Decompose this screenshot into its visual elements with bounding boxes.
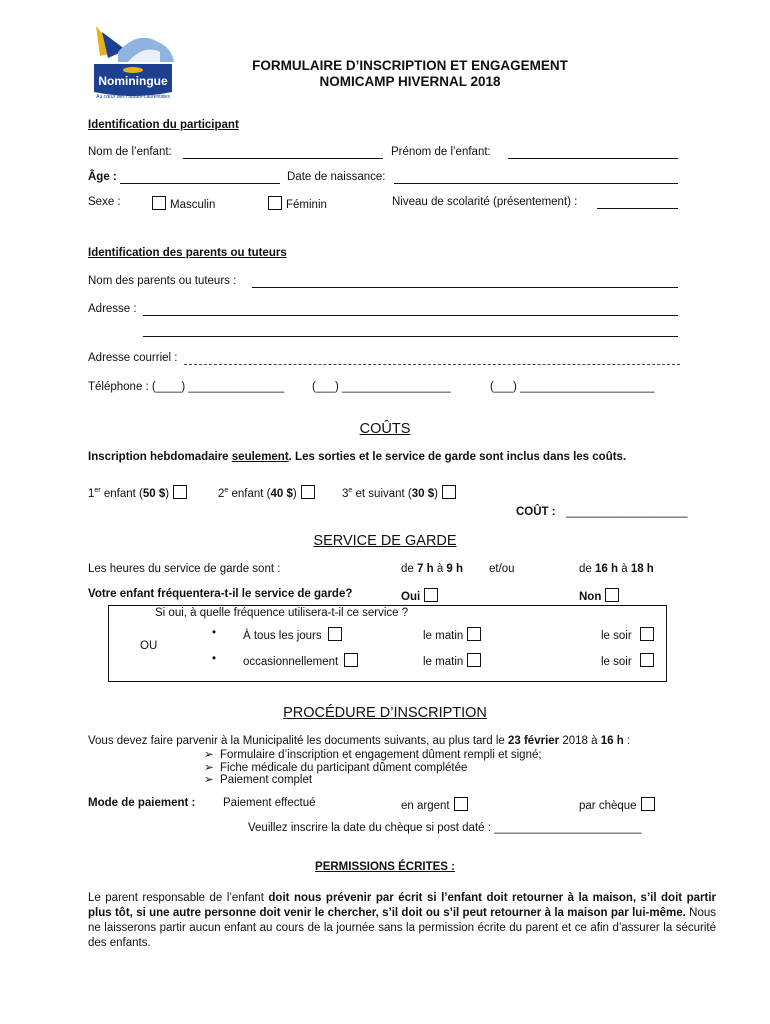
telephone-2[interactable]: (___) _________________ <box>312 381 451 393</box>
couts-note <box>88 451 626 463</box>
permissions-heading: PERMISSIONS ÉCRITES : <box>315 861 455 873</box>
bullet-dot: • <box>212 627 217 639</box>
courriel-label: Adresse courriel : <box>88 352 178 364</box>
cout-label: COÛT : <box>516 506 556 518</box>
couts-note-part1: Inscription hebdomadaire <box>88 451 232 463</box>
masculin-checkbox[interactable] <box>152 196 166 210</box>
matin-checkbox-2[interactable] <box>467 653 481 667</box>
telephone-1[interactable]: Téléphone : (____) _______________ <box>88 381 285 393</box>
scolarite-label: Niveau de scolarité (présentement) : <box>392 196 578 208</box>
tous-les-jours-checkbox[interactable] <box>328 627 342 641</box>
soir-label-1: le soir <box>601 630 632 642</box>
oui-checkbox[interactable] <box>424 588 438 602</box>
garde-heading: SERVICE DE GARDE <box>313 533 457 549</box>
doc-item-1: ➢ Formulaire d’inscription et engagement dûment rempli et signé; <box>204 749 542 761</box>
courriel-field[interactable] <box>184 364 680 365</box>
age-label: Âge : <box>88 171 117 183</box>
arrow-bullet-icon: ➢ <box>204 762 214 774</box>
prenom-enfant-field[interactable] <box>508 158 678 159</box>
heures-label: Les heures du service de garde sont : <box>88 563 281 575</box>
ou-label: OU <box>140 640 158 652</box>
occasionnellement-label: occasionnellement <box>243 656 339 668</box>
soir-checkbox-2[interactable] <box>640 653 654 667</box>
tous-les-jours-label: À tous les jours <box>243 630 322 642</box>
scolarite-field[interactable] <box>597 208 678 209</box>
cheque-date-field[interactable]: Veuillez inscrire la date du chèque si post daté : _______________________ <box>248 822 642 834</box>
oui-label: Oui <box>401 591 421 603</box>
logo-brand: Nominingue <box>98 74 168 88</box>
age-field[interactable] <box>120 183 280 184</box>
option-1er-checkbox[interactable] <box>173 485 187 499</box>
feminin-checkbox[interactable] <box>268 196 282 210</box>
bullet-dot: • <box>212 653 217 665</box>
doc-item-2: ➢ Fiche médicale du participant dûment complétée <box>204 762 468 774</box>
feminin-label: Féminin <box>286 199 327 211</box>
paiement-label: Mode de paiement : <box>88 797 196 809</box>
logo-tagline: Au cœur des Hautes-Laurentides <box>96 94 170 100</box>
title-line-2: NOMICAMP HIVERNAL 2018 <box>319 74 501 89</box>
soir-checkbox-1[interactable] <box>640 627 654 641</box>
par-cheque-label: par chèque <box>579 800 637 812</box>
couts-note-seulement: seulement <box>231 451 289 463</box>
non-checkbox[interactable] <box>605 588 619 602</box>
form-title <box>210 58 610 90</box>
matin-checkbox-1[interactable] <box>467 627 481 641</box>
adresse-field-1[interactable] <box>143 315 678 316</box>
option-3e-enfant: 3e et suivant (30 $) <box>342 485 456 500</box>
option-2e-enfant: 2e enfant (40 $) <box>218 485 315 500</box>
paiement-effectue: Paiement effectué <box>223 797 316 809</box>
nom-enfant-field[interactable] <box>183 158 383 159</box>
nom-enfant-label: Nom de l’enfant: <box>88 146 172 158</box>
logo-artwork <box>88 22 178 104</box>
telephone-3[interactable]: (___) _____________________ <box>490 381 655 393</box>
permissions-text: Le parent responsable de l’enfant doit nous prévenir par écrit si l’enfant doit retourner à la maison, s’il doit partir plus tôt, si une autre personne doit venir le chercher, s’il doit ou s’il peut retourner à la maison par lui-même. Nous ne laisserons partir aucun enfant au cours de la journée sans la permission écrite du parent et ce afin d’assurer la sécurité des enfants. <box>88 892 716 949</box>
frequence-question: Si oui, à quelle fréquence utilisera-t-il ce service ? <box>155 607 409 619</box>
cout-field[interactable]: ___________________ <box>566 506 688 518</box>
en-argent-label: en argent <box>401 800 450 812</box>
adresse-field-2[interactable] <box>143 336 678 337</box>
garde-question: Votre enfant fréquentera-t-il le service de garde? <box>88 588 353 600</box>
couts-note-part2: . Les sorties et le service de garde sont inclus dans les coûts. <box>288 451 627 463</box>
adresse-label: Adresse : <box>88 303 137 315</box>
title-line-1: FORMULAIRE D’INSCRIPTION ET ENGAGEMENT <box>252 58 568 73</box>
prenom-enfant-label: Prénom de l’enfant: <box>391 146 491 158</box>
occasionnellement-checkbox[interactable] <box>344 653 358 667</box>
couts-heading: COÛTS <box>359 421 411 437</box>
arrow-bullet-icon: ➢ <box>204 774 214 786</box>
matin-label-1: le matin <box>423 630 464 642</box>
masculin-label: Masculin <box>170 199 216 211</box>
nominingue-logo <box>88 22 178 104</box>
heures-etou: et/ou <box>489 563 515 575</box>
doc-item-3: ➢ Paiement complet <box>204 774 313 786</box>
date-naissance-label: Date de naissance: <box>287 171 386 183</box>
procedure-intro: Vous devez faire parvenir à la Municipalité les documents suivants, au plus tard le 23 février 2018 à 16 h : <box>88 735 631 747</box>
option-3e-checkbox[interactable] <box>442 485 456 499</box>
option-1er-enfant: 1er enfant (50 $) <box>88 485 187 500</box>
par-cheque-checkbox[interactable] <box>641 797 655 811</box>
en-argent-checkbox[interactable] <box>454 797 468 811</box>
noms-parents-field[interactable] <box>252 287 678 288</box>
sexe-label: Sexe : <box>88 196 121 208</box>
procedure-heading: PROCÉDURE D’INSCRIPTION <box>283 705 487 721</box>
option-2e-checkbox[interactable] <box>301 485 315 499</box>
matin-label-2: le matin <box>423 656 464 668</box>
heures-matin: de 7 h à 9 h <box>401 563 464 575</box>
parents-heading: Identification des parents ou tuteurs <box>88 247 287 259</box>
noms-parents-label: Nom des parents ou tuteurs : <box>88 275 237 287</box>
participant-heading: Identification du participant <box>88 119 239 131</box>
soir-label-2: le soir <box>601 656 632 668</box>
non-label: Non <box>579 591 602 603</box>
arrow-bullet-icon: ➢ <box>204 749 214 761</box>
heures-soir: de 16 h à 18 h <box>579 563 654 575</box>
date-naissance-field[interactable] <box>394 183 678 184</box>
